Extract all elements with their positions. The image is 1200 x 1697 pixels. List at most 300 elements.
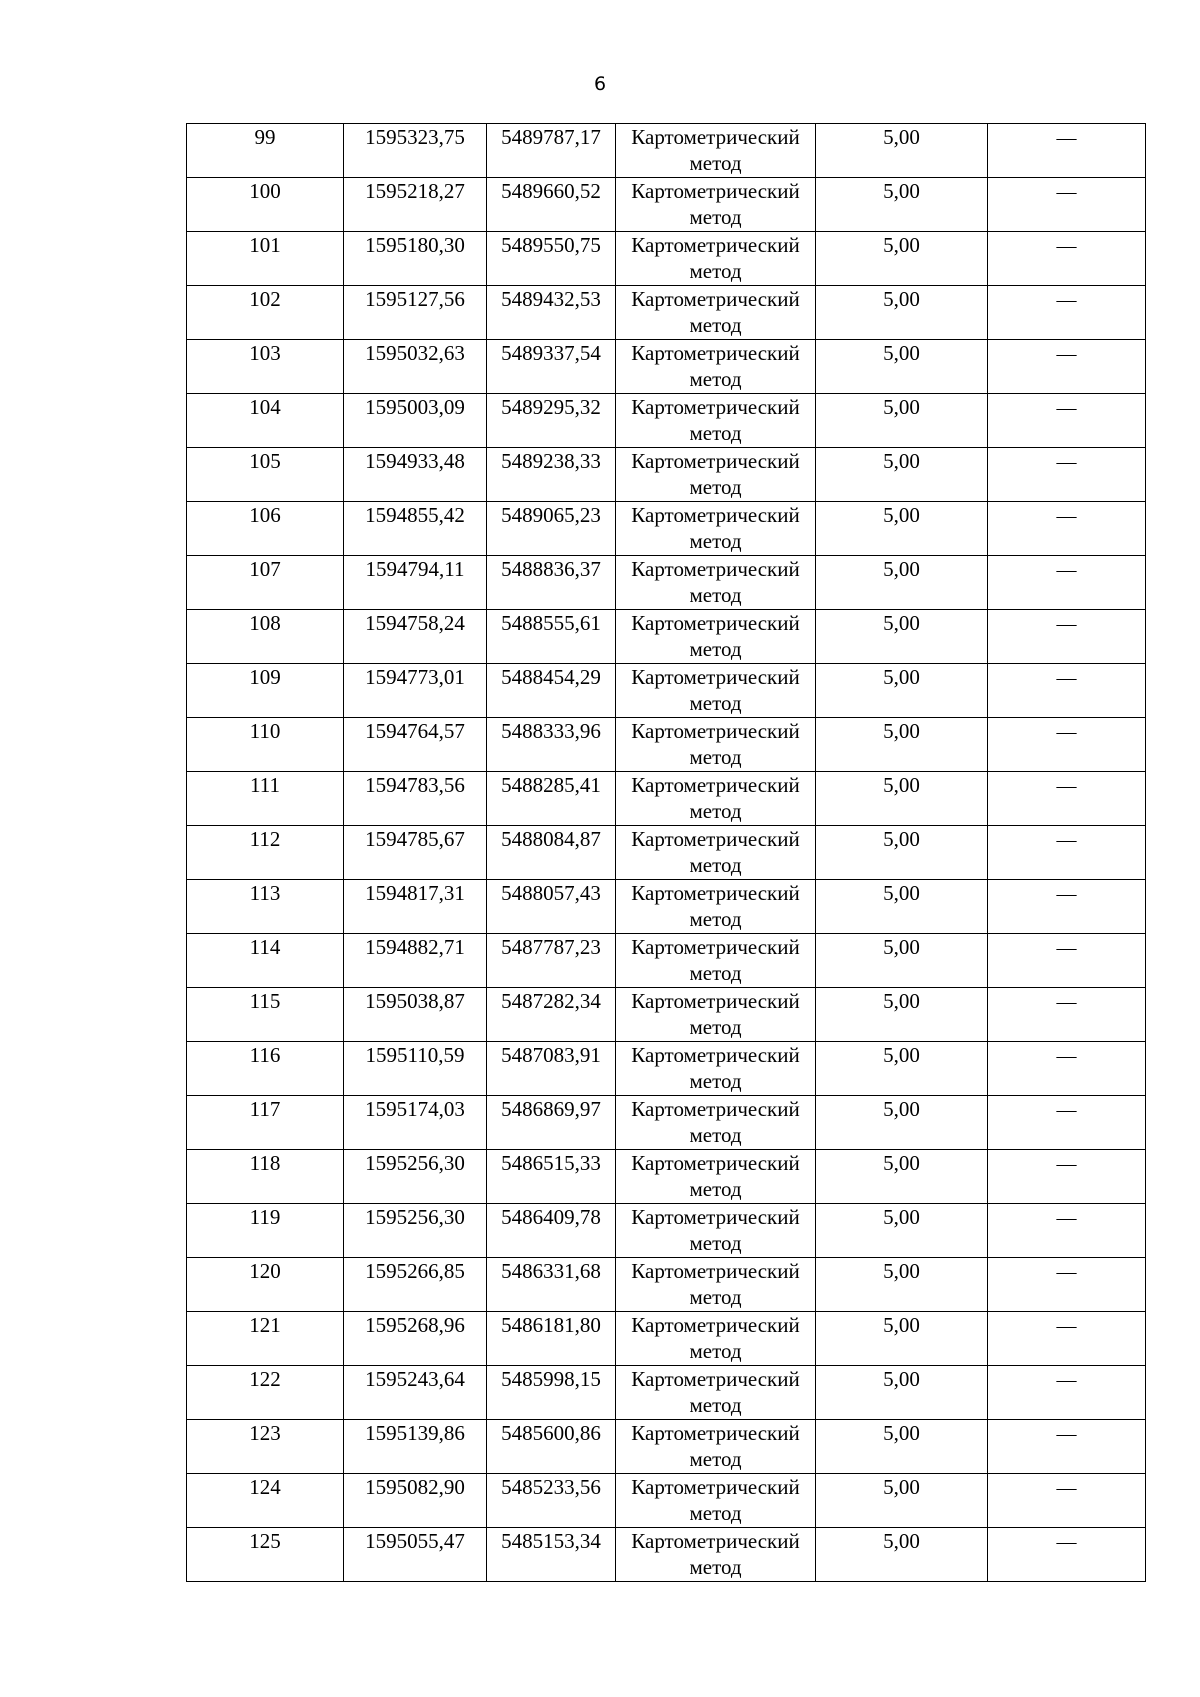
accuracy-cell	[816, 1150, 988, 1204]
method-cell	[616, 718, 816, 772]
y-coordinate-cell-text: 5489432,53	[501, 287, 601, 311]
x-coordinate-cell	[344, 286, 487, 340]
description-cell	[988, 1150, 1146, 1204]
description-cell	[988, 232, 1146, 286]
description-cell	[988, 1474, 1146, 1528]
accuracy-cell	[816, 394, 988, 448]
y-coordinate-cell	[487, 1258, 616, 1312]
accuracy-cell-text: 5,00	[883, 341, 920, 365]
y-coordinate-cell-text: 5489550,75	[501, 233, 601, 257]
table-row	[187, 826, 1146, 880]
y-coordinate-cell	[487, 394, 616, 448]
description-cell-text: —	[1056, 397, 1077, 419]
table-row	[187, 934, 1146, 988]
y-coordinate-cell-text: 5485233,56	[501, 1475, 601, 1499]
y-coordinate-cell	[487, 988, 616, 1042]
description-cell-text: —	[1056, 1477, 1077, 1499]
y-coordinate-cell	[487, 826, 616, 880]
point-number-cell-text: 121	[249, 1313, 281, 1337]
table-row	[187, 1366, 1146, 1420]
accuracy-cell-text: 5,00	[883, 1151, 920, 1175]
description-cell	[988, 1258, 1146, 1312]
accuracy-cell	[816, 718, 988, 772]
method-cell-text: Картометрический метод	[631, 881, 800, 931]
method-cell	[616, 988, 816, 1042]
table-row	[187, 610, 1146, 664]
method-cell-text: Картометрический метод	[631, 611, 800, 661]
method-cell	[616, 178, 816, 232]
accuracy-cell	[816, 934, 988, 988]
table-row	[187, 1312, 1146, 1366]
point-number-cell	[187, 1366, 344, 1420]
table-row	[187, 448, 1146, 502]
accuracy-cell	[816, 340, 988, 394]
description-cell	[988, 178, 1146, 232]
description-cell-text: —	[1056, 937, 1077, 959]
x-coordinate-cell-text: 1595032,63	[365, 341, 465, 365]
description-cell	[988, 772, 1146, 826]
y-coordinate-cell-text: 5486331,68	[501, 1259, 601, 1283]
description-cell-text: —	[1056, 289, 1077, 311]
table-body	[187, 124, 1146, 1582]
accuracy-cell-text: 5,00	[883, 449, 920, 473]
method-cell-text: Картометрический метод	[631, 557, 800, 607]
method-cell-text: Картометрический метод	[631, 719, 800, 769]
accuracy-cell	[816, 1366, 988, 1420]
x-coordinate-cell	[344, 556, 487, 610]
accuracy-cell-text: 5,00	[883, 1259, 920, 1283]
x-coordinate-cell-text: 1595003,09	[365, 395, 465, 419]
y-coordinate-cell-text: 5488454,29	[501, 665, 601, 689]
point-number-cell	[187, 718, 344, 772]
table-row	[187, 1474, 1146, 1528]
accuracy-cell-text: 5,00	[883, 1421, 920, 1445]
x-coordinate-cell-text: 1595174,03	[365, 1097, 465, 1121]
y-coordinate-cell-text: 5485153,34	[501, 1529, 601, 1553]
y-coordinate-cell-text: 5488084,87	[501, 827, 601, 851]
y-coordinate-cell	[487, 178, 616, 232]
y-coordinate-cell	[487, 286, 616, 340]
y-coordinate-cell	[487, 448, 616, 502]
point-number-cell	[187, 286, 344, 340]
table-row	[187, 232, 1146, 286]
x-coordinate-cell-text: 1595256,30	[365, 1151, 465, 1175]
x-coordinate-cell	[344, 124, 487, 178]
description-cell	[988, 988, 1146, 1042]
x-coordinate-cell-text: 1595055,47	[365, 1529, 465, 1553]
description-cell-text: —	[1056, 1531, 1077, 1553]
method-cell-text: Картометрический метод	[631, 827, 800, 877]
method-cell	[616, 1528, 816, 1582]
method-cell-text: Картометрический метод	[631, 1421, 800, 1471]
table-row	[187, 1042, 1146, 1096]
description-cell-text: —	[1056, 1369, 1077, 1391]
y-coordinate-cell-text: 5489065,23	[501, 503, 601, 527]
table-row	[187, 286, 1146, 340]
point-number-cell	[187, 934, 344, 988]
description-cell	[988, 610, 1146, 664]
description-cell-text: —	[1056, 505, 1077, 527]
point-number-cell-text: 100	[249, 179, 281, 203]
method-cell	[616, 556, 816, 610]
x-coordinate-cell-text: 1594794,11	[365, 557, 465, 581]
accuracy-cell-text: 5,00	[883, 773, 920, 797]
point-number-cell-text: 116	[249, 1043, 281, 1067]
point-number-cell	[187, 880, 344, 934]
description-cell-text: —	[1056, 991, 1077, 1013]
point-number-cell-text: 115	[249, 989, 281, 1013]
y-coordinate-cell	[487, 556, 616, 610]
method-cell-text: Картометрический метод	[631, 1475, 800, 1525]
x-coordinate-cell-text: 1595082,90	[365, 1475, 465, 1499]
table-row	[187, 178, 1146, 232]
accuracy-cell-text: 5,00	[883, 1043, 920, 1067]
point-number-cell	[187, 664, 344, 718]
point-number-cell-text: 113	[249, 881, 281, 905]
x-coordinate-cell-text: 1594758,24	[365, 611, 465, 635]
method-cell-text: Картометрический метод	[631, 773, 800, 823]
method-cell	[616, 880, 816, 934]
method-cell-text: Картометрический метод	[631, 179, 800, 229]
accuracy-cell-text: 5,00	[883, 1205, 920, 1229]
description-cell	[988, 934, 1146, 988]
x-coordinate-cell	[344, 232, 487, 286]
point-number-cell	[187, 988, 344, 1042]
description-cell-text: —	[1056, 775, 1077, 797]
point-number-cell-text: 120	[249, 1259, 281, 1283]
method-cell	[616, 286, 816, 340]
accuracy-cell-text: 5,00	[883, 1097, 920, 1121]
description-cell	[988, 394, 1146, 448]
accuracy-cell	[816, 556, 988, 610]
description-cell-text: —	[1056, 1153, 1077, 1175]
method-cell-text: Картометрический метод	[631, 1259, 800, 1309]
table-row	[187, 988, 1146, 1042]
coordinates-table	[186, 123, 1146, 1582]
x-coordinate-cell-text: 1594817,31	[365, 881, 465, 905]
description-cell-text: —	[1056, 451, 1077, 473]
accuracy-cell-text: 5,00	[883, 1367, 920, 1391]
method-cell	[616, 826, 816, 880]
x-coordinate-cell-text: 1595127,56	[365, 287, 465, 311]
accuracy-cell-text: 5,00	[883, 719, 920, 743]
table-row	[187, 718, 1146, 772]
x-coordinate-cell	[344, 772, 487, 826]
description-cell-text: —	[1056, 667, 1077, 689]
y-coordinate-cell-text: 5489238,33	[501, 449, 601, 473]
y-coordinate-cell	[487, 1096, 616, 1150]
point-number-cell	[187, 1420, 344, 1474]
point-number-cell	[187, 232, 344, 286]
description-cell-text: —	[1056, 559, 1077, 581]
point-number-cell-text: 125	[249, 1529, 281, 1553]
point-number-cell-text: 118	[249, 1151, 281, 1175]
table-row	[187, 1420, 1146, 1474]
method-cell-text: Картометрический метод	[631, 989, 800, 1039]
x-coordinate-cell	[344, 664, 487, 718]
method-cell-text: Картометрический метод	[631, 1529, 800, 1579]
table-row	[187, 556, 1146, 610]
method-cell	[616, 1366, 816, 1420]
accuracy-cell-text: 5,00	[883, 503, 920, 527]
table-row	[187, 1258, 1146, 1312]
point-number-cell-text: 106	[249, 503, 281, 527]
accuracy-cell	[816, 1096, 988, 1150]
y-coordinate-cell	[487, 880, 616, 934]
method-cell	[616, 1096, 816, 1150]
method-cell-text: Картометрический метод	[631, 1151, 800, 1201]
accuracy-cell	[816, 178, 988, 232]
x-coordinate-cell-text: 1594882,71	[365, 935, 465, 959]
x-coordinate-cell	[344, 394, 487, 448]
accuracy-cell	[816, 1042, 988, 1096]
point-number-cell	[187, 826, 344, 880]
y-coordinate-cell-text: 5488333,96	[501, 719, 601, 743]
description-cell-text: —	[1056, 181, 1077, 203]
y-coordinate-cell	[487, 1042, 616, 1096]
y-coordinate-cell-text: 5489337,54	[501, 341, 601, 365]
description-cell	[988, 556, 1146, 610]
description-cell-text: —	[1056, 721, 1077, 743]
accuracy-cell	[816, 1420, 988, 1474]
y-coordinate-cell-text: 5485600,86	[501, 1421, 601, 1445]
method-cell-text: Картометрический метод	[631, 233, 800, 283]
y-coordinate-cell	[487, 1366, 616, 1420]
x-coordinate-cell	[344, 340, 487, 394]
point-number-cell	[187, 340, 344, 394]
method-cell-text: Картометрический метод	[631, 125, 800, 175]
x-coordinate-cell	[344, 826, 487, 880]
accuracy-cell	[816, 1528, 988, 1582]
y-coordinate-cell	[487, 1204, 616, 1258]
point-number-cell-text: 109	[249, 665, 281, 689]
y-coordinate-cell	[487, 1474, 616, 1528]
description-cell-text: —	[1056, 235, 1077, 257]
method-cell	[616, 502, 816, 556]
x-coordinate-cell	[344, 1204, 487, 1258]
method-cell	[616, 1042, 816, 1096]
accuracy-cell-text: 5,00	[883, 665, 920, 689]
description-cell-text: —	[1056, 883, 1077, 905]
point-number-cell	[187, 610, 344, 664]
x-coordinate-cell	[344, 1096, 487, 1150]
x-coordinate-cell-text: 1595256,30	[365, 1205, 465, 1229]
description-cell	[988, 124, 1146, 178]
y-coordinate-cell-text: 5485998,15	[501, 1367, 601, 1391]
method-cell	[616, 394, 816, 448]
method-cell-text: Картометрический метод	[631, 287, 800, 337]
point-number-cell	[187, 1150, 344, 1204]
method-cell	[616, 772, 816, 826]
x-coordinate-cell	[344, 1528, 487, 1582]
description-cell	[988, 1366, 1146, 1420]
description-cell-text: —	[1056, 1261, 1077, 1283]
method-cell-text: Картометрический метод	[631, 1367, 800, 1417]
table-row	[187, 1528, 1146, 1582]
x-coordinate-cell	[344, 988, 487, 1042]
point-number-cell-text: 104	[249, 395, 281, 419]
accuracy-cell-text: 5,00	[883, 1529, 920, 1553]
description-cell	[988, 1528, 1146, 1582]
y-coordinate-cell	[487, 502, 616, 556]
accuracy-cell	[816, 232, 988, 286]
y-coordinate-cell-text: 5486515,33	[501, 1151, 601, 1175]
x-coordinate-cell-text: 1594773,01	[365, 665, 465, 689]
x-coordinate-cell-text: 1594855,42	[365, 503, 465, 527]
y-coordinate-cell-text: 5486181,80	[501, 1313, 601, 1337]
accuracy-cell	[816, 1312, 988, 1366]
point-number-cell-text: 122	[249, 1367, 281, 1391]
table-row	[187, 664, 1146, 718]
table-row	[187, 394, 1146, 448]
x-coordinate-cell-text: 1595266,85	[365, 1259, 465, 1283]
method-cell-text: Картометрический метод	[631, 395, 800, 445]
description-cell	[988, 1204, 1146, 1258]
y-coordinate-cell	[487, 124, 616, 178]
y-coordinate-cell-text: 5489787,17	[501, 125, 601, 149]
y-coordinate-cell	[487, 232, 616, 286]
description-cell-text: —	[1056, 343, 1077, 365]
method-cell-text: Картометрический метод	[631, 1043, 800, 1093]
y-coordinate-cell	[487, 664, 616, 718]
table-row	[187, 1204, 1146, 1258]
point-number-cell-text: 112	[249, 827, 281, 851]
description-cell	[988, 502, 1146, 556]
x-coordinate-cell	[344, 934, 487, 988]
x-coordinate-cell-text: 1594933,48	[365, 449, 465, 473]
description-cell	[988, 1096, 1146, 1150]
point-number-cell-text: 99	[254, 125, 276, 149]
x-coordinate-cell-text: 1595180,30	[365, 233, 465, 257]
method-cell	[616, 664, 816, 718]
point-number-cell	[187, 1528, 344, 1582]
x-coordinate-cell-text: 1594785,67	[365, 827, 465, 851]
method-cell-text: Картометрический метод	[631, 1205, 800, 1255]
method-cell-text: Картометрический метод	[631, 449, 800, 499]
y-coordinate-cell	[487, 1420, 616, 1474]
description-cell	[988, 1312, 1146, 1366]
point-number-cell-text: 124	[249, 1475, 281, 1499]
point-number-cell-text: 102	[249, 287, 281, 311]
accuracy-cell-text: 5,00	[883, 395, 920, 419]
point-number-cell-text: 117	[249, 1097, 281, 1121]
accuracy-cell-text: 5,00	[883, 233, 920, 257]
description-cell-text: —	[1056, 1045, 1077, 1067]
point-number-cell-text: 105	[249, 449, 281, 473]
method-cell-text: Картометрический метод	[631, 665, 800, 715]
point-number-cell-text: 114	[249, 935, 281, 959]
method-cell	[616, 1204, 816, 1258]
x-coordinate-cell-text: 1594764,57	[365, 719, 465, 743]
y-coordinate-cell-text: 5486869,97	[501, 1097, 601, 1121]
point-number-cell-text: 123	[249, 1421, 281, 1445]
method-cell	[616, 1474, 816, 1528]
point-number-cell	[187, 772, 344, 826]
y-coordinate-cell	[487, 1312, 616, 1366]
y-coordinate-cell-text: 5488285,41	[501, 773, 601, 797]
method-cell-text: Картометрический метод	[631, 503, 800, 553]
description-cell	[988, 880, 1146, 934]
y-coordinate-cell-text: 5489295,32	[501, 395, 601, 419]
x-coordinate-cell-text: 1595110,59	[365, 1043, 465, 1067]
point-number-cell	[187, 1204, 344, 1258]
x-coordinate-cell	[344, 718, 487, 772]
accuracy-cell	[816, 1258, 988, 1312]
description-cell	[988, 718, 1146, 772]
accuracy-cell-text: 5,00	[883, 611, 920, 635]
accuracy-cell	[816, 880, 988, 934]
x-coordinate-cell	[344, 1366, 487, 1420]
method-cell-text: Картометрический метод	[631, 1313, 800, 1363]
description-cell	[988, 448, 1146, 502]
y-coordinate-cell	[487, 934, 616, 988]
point-number-cell	[187, 124, 344, 178]
method-cell	[616, 934, 816, 988]
method-cell	[616, 1420, 816, 1474]
table-row	[187, 124, 1146, 178]
point-number-cell	[187, 448, 344, 502]
point-number-cell	[187, 1096, 344, 1150]
accuracy-cell-text: 5,00	[883, 179, 920, 203]
accuracy-cell	[816, 1474, 988, 1528]
y-coordinate-cell	[487, 340, 616, 394]
accuracy-cell	[816, 772, 988, 826]
point-number-cell	[187, 1042, 344, 1096]
method-cell-text: Картометрический метод	[631, 341, 800, 391]
x-coordinate-cell-text: 1594783,56	[365, 773, 465, 797]
y-coordinate-cell-text: 5486409,78	[501, 1205, 601, 1229]
y-coordinate-cell-text: 5489660,52	[501, 179, 601, 203]
x-coordinate-cell-text: 1595323,75	[365, 125, 465, 149]
y-coordinate-cell-text: 5487083,91	[501, 1043, 601, 1067]
description-cell	[988, 1420, 1146, 1474]
y-coordinate-cell-text: 5487787,23	[501, 935, 601, 959]
description-cell	[988, 664, 1146, 718]
description-cell-text: —	[1056, 1315, 1077, 1337]
method-cell	[616, 1258, 816, 1312]
table-row	[187, 772, 1146, 826]
x-coordinate-cell	[344, 1312, 487, 1366]
accuracy-cell-text: 5,00	[883, 557, 920, 581]
x-coordinate-cell	[344, 448, 487, 502]
x-coordinate-cell-text: 1595268,96	[365, 1313, 465, 1337]
description-cell-text: —	[1056, 1423, 1077, 1445]
y-coordinate-cell	[487, 610, 616, 664]
accuracy-cell-text: 5,00	[883, 125, 920, 149]
description-cell	[988, 286, 1146, 340]
accuracy-cell	[816, 664, 988, 718]
accuracy-cell	[816, 826, 988, 880]
y-coordinate-cell	[487, 772, 616, 826]
accuracy-cell-text: 5,00	[883, 1313, 920, 1337]
table-row	[187, 340, 1146, 394]
table-row	[187, 1096, 1146, 1150]
accuracy-cell	[816, 988, 988, 1042]
method-cell	[616, 1312, 816, 1366]
y-coordinate-cell-text: 5487282,34	[501, 989, 601, 1013]
method-cell	[616, 448, 816, 502]
description-cell-text: —	[1056, 1207, 1077, 1229]
x-coordinate-cell-text: 1595218,27	[365, 179, 465, 203]
description-cell	[988, 340, 1146, 394]
point-number-cell-text: 107	[249, 557, 281, 581]
x-coordinate-cell-text: 1595243,64	[365, 1367, 465, 1391]
table-row	[187, 1150, 1146, 1204]
point-number-cell	[187, 556, 344, 610]
page-number: 6	[593, 73, 607, 95]
point-number-cell-text: 119	[249, 1205, 281, 1229]
method-cell-text: Картометрический метод	[631, 1097, 800, 1147]
